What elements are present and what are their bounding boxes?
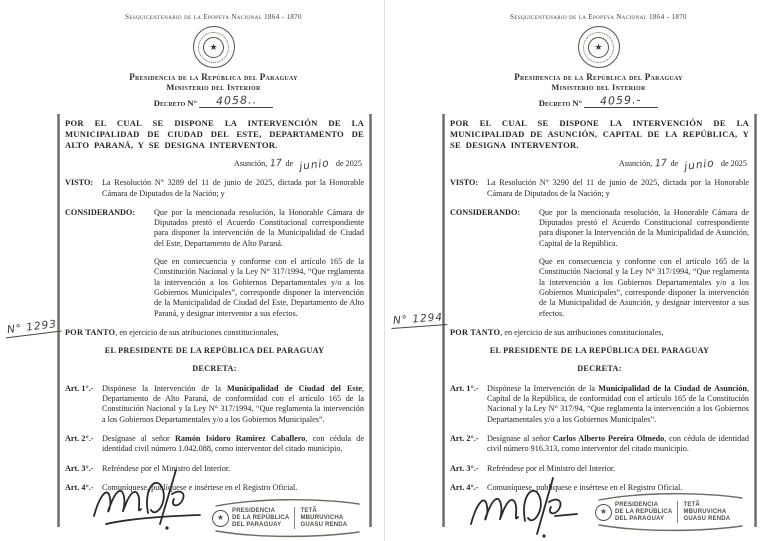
article-text-pre: Dispónese la Intervención de la: [102, 383, 227, 393]
brand-line: DE LA REPÚBLICA: [232, 514, 290, 521]
decree-page-right: [385, 0, 770, 541]
dateline-de: de: [285, 159, 294, 168]
dateline-year: de 2025: [335, 159, 362, 168]
decree-body: [65, 118, 364, 493]
considerando-paragraph-2: Que en consecuencia y conforme con el artículo 165 de la Constitución Nacional y la Ley N° 317/1994, “Que reglamenta la intervención a los Gobiernos Departamentales y/o a los Gobiernos Municipales”, corresponde disponer la intervención de la Municipalidad de Asunción, y designar interventor a sus efectos.: [539, 257, 749, 318]
article-label: Art. 3°.-: [450, 463, 479, 473]
brand-left-text: [615, 502, 672, 523]
article-text-bold: Carlos Alberto Pereira Olmedo: [552, 433, 665, 443]
article-text-pre: Comuníquese, publíquese e insértese en el Registro Oficial.: [102, 482, 298, 492]
article-text-post: , con cédula de identidad civil número 1.042.088, como interventor del citado municipio.: [102, 433, 364, 454]
article-label: Art. 4°.-: [450, 482, 479, 492]
visto-section: [450, 178, 749, 199]
article-text-post: , con cédula de identidad civil número 916.313, como interventor del citado municipio.: [487, 433, 749, 454]
article-text-post: , Capital de la República, de conformidad con el artículo 165 de la Constitución Nacional y la Ley N° 317/94, “Que reglamenta la intervención a los Gobiernos Departamentales y/o a los Gobiernos Municipales”.: [487, 383, 749, 424]
president-line: EL PRESIDENTE DE LA REPÚBLICA DEL PARAGUAY: [489, 346, 710, 356]
dateline-city: Asunción,: [233, 159, 268, 168]
decreta-line: DECRETA:: [192, 364, 237, 374]
presidency-brand: [212, 498, 362, 538]
por-tanto-rest: , en ejercicio de sus atribuciones constitucionales,: [115, 327, 279, 337]
decree-body: [450, 118, 749, 493]
dateline-month-handwritten: junio: [683, 157, 716, 173]
decree-number-line: [445, 94, 752, 108]
page-edge-rule-right: [369, 114, 372, 527]
article-label: Art. 2°.-: [450, 433, 479, 443]
brand-left-text: [232, 508, 289, 529]
article-label: Art. 3°.-: [65, 463, 94, 473]
dateline-de: de: [670, 159, 679, 168]
visto-section: [65, 178, 364, 199]
brand-swoosh-top-icon: [212, 498, 362, 507]
brand-line: DEL PARAGUAY: [232, 521, 282, 528]
considerando-paragraph-2: Que en consecuencia y conforme con el artículo 165 de la Constitución Nacional y la Ley N° 317/1994, “Que reglamenta la intervención a los Gobiernos Departamentales y/o a los Gobiernos Municipales”, corresponde disponer la intervención de la Municipalidad de Ciudad del Este, Departamento de Alto Paraná, y designar interventor a sus efectos.: [154, 257, 364, 318]
article-text: [102, 384, 364, 425]
article-label: Art. 1°.-: [450, 383, 479, 393]
article-text-pre: Desígnase al señor: [487, 433, 553, 443]
dateline-month-handwritten: junio: [298, 157, 331, 173]
institution-name: Presidencia de la República del Paraguay: [129, 72, 298, 82]
decreta-line: DECRETA:: [577, 364, 622, 374]
article-text-pre: Refréndese por el Ministro del Interior.: [487, 463, 616, 473]
star-icon: ★: [594, 41, 603, 52]
brand-divider: [294, 507, 295, 529]
por-tanto-rest: , en ejercicio de sus atribuciones constitucionales,: [500, 327, 664, 337]
brand-line: TETÃ: [683, 501, 700, 508]
star-icon: ★: [209, 41, 218, 52]
considerando-label: CONSIDERANDO:: [450, 207, 521, 217]
visto-label: VISTO:: [65, 178, 94, 188]
brand-line: GUASU RENDA: [683, 515, 731, 522]
article-text-bold: Municipalidad de Ciudad del Este: [226, 383, 362, 393]
page-header: [445, 0, 752, 108]
presidency-brand: [595, 492, 745, 532]
decree-title: POR EL CUAL SE DISPONE LA INTERVENCIÓN DE LA MUNICIPALIDAD DE ASUNCIÓN, CAPITAL DE LA REPÚBLICA, Y SE DESIGNA INTERVENTOR.: [450, 118, 749, 150]
brand-line: PRESIDENCIA: [615, 501, 659, 508]
visto-text: La Resolución N° 3289 del 11 de junio de 2025, dictada por la Honorable Cámara de Diputados de la Nación; y: [102, 178, 364, 198]
president-line: EL PRESIDENTE DE LA REPÚBLICA DEL PARAGUAY: [104, 346, 325, 356]
decree-label: Decreto N°: [153, 98, 198, 108]
visto-label: VISTO:: [450, 178, 479, 188]
ministry-name: Ministerio del Interior: [166, 83, 261, 92]
decree-number: 4058..: [215, 93, 257, 108]
motto-text: Sesquicentenario de la Epopeya Nacional 1864 - 1870: [510, 14, 687, 21]
por-tanto-label: POR TANTO: [450, 327, 501, 337]
article-row: [65, 434, 364, 455]
brand-seal-icon: ★: [212, 510, 229, 527]
margin-number: N° 1293: [4, 318, 61, 339]
article-text: [487, 434, 749, 455]
article-label: Art. 4°.-: [65, 482, 94, 492]
institution-name: Presidencia de la República del Paraguay: [514, 72, 683, 82]
brand-line: TETÃ: [300, 507, 317, 514]
brand-divider: [677, 501, 678, 523]
por-tanto-label: POR TANTO: [65, 327, 116, 337]
decree-number-line: [60, 94, 367, 108]
decree-number: 4059.-: [600, 93, 643, 108]
article-label: Art. 1°.-: [65, 383, 94, 393]
brand-seal-icon: ★: [595, 504, 612, 521]
article-text-bold: Municipalidad de la Ciudad de Asunción: [598, 383, 747, 393]
signature: [88, 466, 218, 532]
article-text: [487, 384, 749, 425]
margin-number: N° 1294: [391, 311, 448, 329]
article-text-pre: Dispónese la Intervención de la: [487, 383, 599, 393]
brand-line: MBURUVICHA: [683, 508, 727, 515]
dateline: [65, 157, 362, 173]
article-label: Art. 2°.-: [65, 433, 94, 443]
brand-line: DEL PARAGUAY: [615, 515, 665, 522]
considerando-section: [450, 208, 749, 319]
article-text-pre: Comuníquese, publíquese e insértese en el Registro Oficial.: [487, 482, 683, 492]
article-text-pre: Refréndese por el Ministro del Interior.: [102, 463, 231, 473]
article-row: [450, 384, 749, 425]
article-text: [102, 434, 364, 455]
national-seal-icon: [193, 26, 235, 68]
dateline-day-handwritten: 17: [654, 157, 668, 170]
decree-title: POR EL CUAL SE DISPONE LA INTERVENCIÓN DE LA MUNICIPALIDAD DE CIUDAD DEL ESTE, DEPARTAMENTO DE ALTO PARANÁ, Y SE DESIGNA INTERVENTOR.: [65, 118, 364, 150]
article-text-bold: Ramón Isidoro Ramírez Caballero: [175, 433, 306, 443]
article-row: [65, 384, 364, 425]
signature: [465, 472, 595, 540]
considerando-label: CONSIDERANDO:: [65, 207, 136, 217]
article-text-pre: Desígnase al señor: [102, 433, 175, 443]
motto-text: Sesquicentenario de la Epopeya Nacional 1864 - 1870: [125, 14, 302, 21]
brand-swoosh-top-icon: [595, 492, 745, 501]
dateline-year: de 2025: [720, 159, 747, 168]
national-seal-icon: [578, 26, 620, 68]
por-tanto-line: [65, 328, 364, 338]
article-row: [450, 434, 749, 455]
dateline-city: Asunción,: [618, 159, 653, 168]
brand-line: DE LA REPÚBLICA: [615, 508, 673, 515]
brand-right-text: [300, 508, 347, 529]
page-edge-rule-right: [754, 114, 757, 527]
por-tanto-line: [450, 328, 749, 338]
considerando-paragraph-1: Que por la mencionada resolución, la Honorable Cámara de Diputados prestó el Acuerdo Constitucional correspondiente para disponer la Intervención de la Municipalidad de Asunción, Capital de la República.: [539, 207, 749, 248]
dateline: [450, 157, 747, 173]
brand-swoosh-bottom-icon: [595, 523, 745, 532]
ministry-name: Ministerio del Interior: [551, 83, 646, 92]
considerando-paragraph-1: Que por la mencionada resolución, la Honorable Cámara de Diputados prestó el Acuerdo Constitucional correspondiente para disponer la intervención de la Municipalidad de Ciudad del Este, Departamento de Alto Paraná.: [154, 207, 364, 248]
brand-line: MBURUVICHA: [300, 514, 344, 521]
brand-line: PRESIDENCIA: [232, 507, 276, 514]
considerando-section: [65, 208, 364, 319]
brand-swoosh-bottom-icon: [212, 529, 362, 538]
brand-line: GUASU RENDA: [300, 521, 348, 528]
brand-right-text: [683, 502, 730, 523]
decree-label: Decreto N°: [538, 98, 583, 108]
dateline-day-handwritten: 17: [269, 157, 283, 170]
page-header: [60, 0, 367, 108]
visto-text: La Resolución N° 3290 del 11 de junio de 2025, dictada por la Honorable Cámara de Diputados de la Nación; y: [487, 178, 749, 198]
article-text-post: , Departamento de Alto Paraná, de conformidad con el artículo 165 de la Constitución Nacional y la Ley N° 317/1994, “Que reglamenta la intervención a los Gobiernos Departamentales y/o a los Gobiernos Municipales”.: [102, 383, 365, 424]
